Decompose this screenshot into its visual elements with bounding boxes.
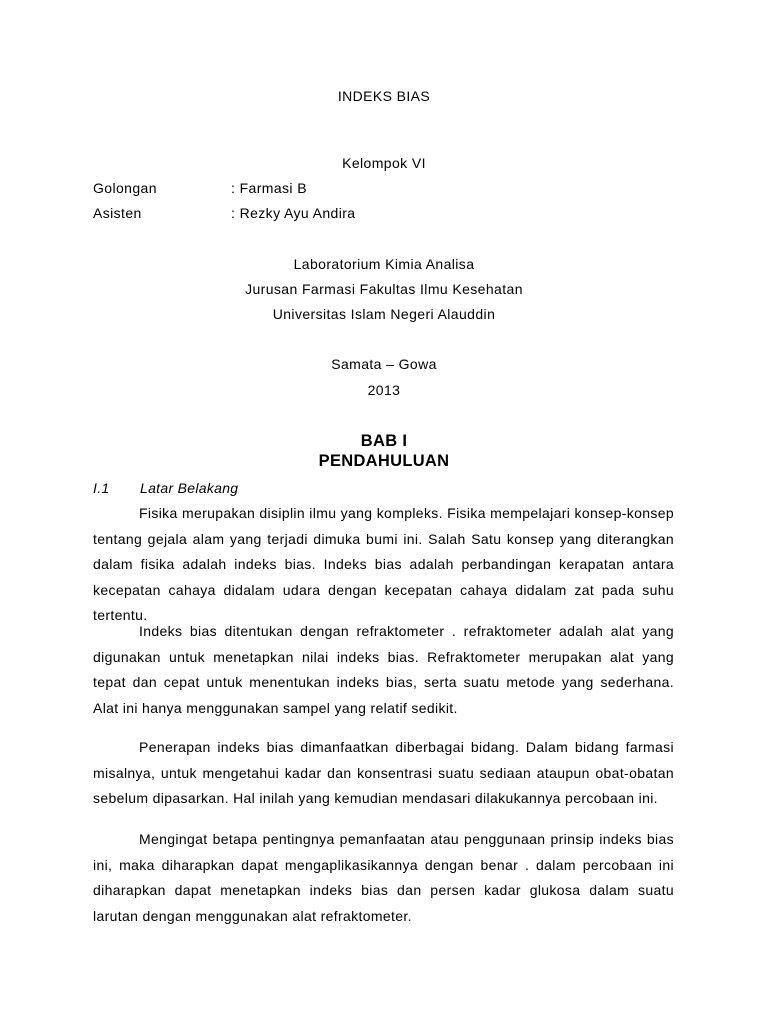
paragraph-3: Penerapan indeks bias dimanfaatkan diberbagai bidang. Dalam bidang farmasi misalnya, untuk mengetahui kadar dan konsentrasi suatu sediaan ataupun obat-obatan sebelum dipasarkan. Hal inilah yang kemudian mendasari dilakukannya percobaan ini. (93, 739, 674, 806)
chapter-title: PENDAHULUAN (318, 452, 450, 470)
paragraph-4: Mengingat betapa pentingnya pemanfaatan atau penggunaan prinsip indeks bias ini, maka diharapkan dapat mengaplikasikannya dengan benar . dalam percobaan ini diharapkan dapat menetapkan indeks bias dan persen kadar glukosa dalam suatu larutan dengan menggunakan alat refraktometer. (93, 831, 674, 924)
group-name: Kelompok VI (342, 155, 426, 171)
university-name: Universitas Islam Negeri Alauddin (272, 306, 496, 322)
asisten-label: Asisten (93, 205, 142, 221)
golongan-label: Golongan (93, 180, 157, 196)
golongan-row (93, 180, 307, 196)
location: Samata – Gowa (331, 356, 437, 372)
laboratory-name: Laboratorium Kimia Analisa (293, 256, 475, 272)
section-title: Latar Belakang (140, 480, 239, 496)
paragraph-1: Fisika merupakan disiplin ilmu yang kompleks. Fisika mempelajari konsep-konsep tentang gejala alam yang terjadi dimuka bumi ini. Salah Satu konsep yang diterangkan dalam fisika adalah indeks bias. Indeks bias adalah perbandingan kerapatan antara kecepatan cahaya didalam udara dengan kecepatan cahaya didalam zat pada suhu tertentu. (93, 505, 674, 623)
document-title: INDEKS BIAS (337, 88, 431, 104)
year: 2013 (367, 382, 401, 398)
section-heading (93, 480, 238, 496)
section-number: I.1 (93, 480, 110, 496)
paragraph-2: Indeks bias ditentukan dengan refraktometer . refraktometer adalah alat yang digunakan untuk menetapkan nilai indeks bias. Refraktometer merupakan alat yang tepat dan cepat untuk menentukan indeks bias, serta suatu metode yang sederhana. Alat ini hanya menggunakan sampel yang relatif sedikit. (93, 623, 674, 716)
asisten-row (93, 205, 355, 221)
golongan-value: : Farmasi B (231, 180, 307, 196)
asisten-value: : Rezky Ayu Andira (231, 205, 356, 221)
department-name: Jurusan Farmasi Fakultas Ilmu Kesehatan (245, 281, 523, 297)
chapter-number: BAB I (360, 432, 408, 450)
